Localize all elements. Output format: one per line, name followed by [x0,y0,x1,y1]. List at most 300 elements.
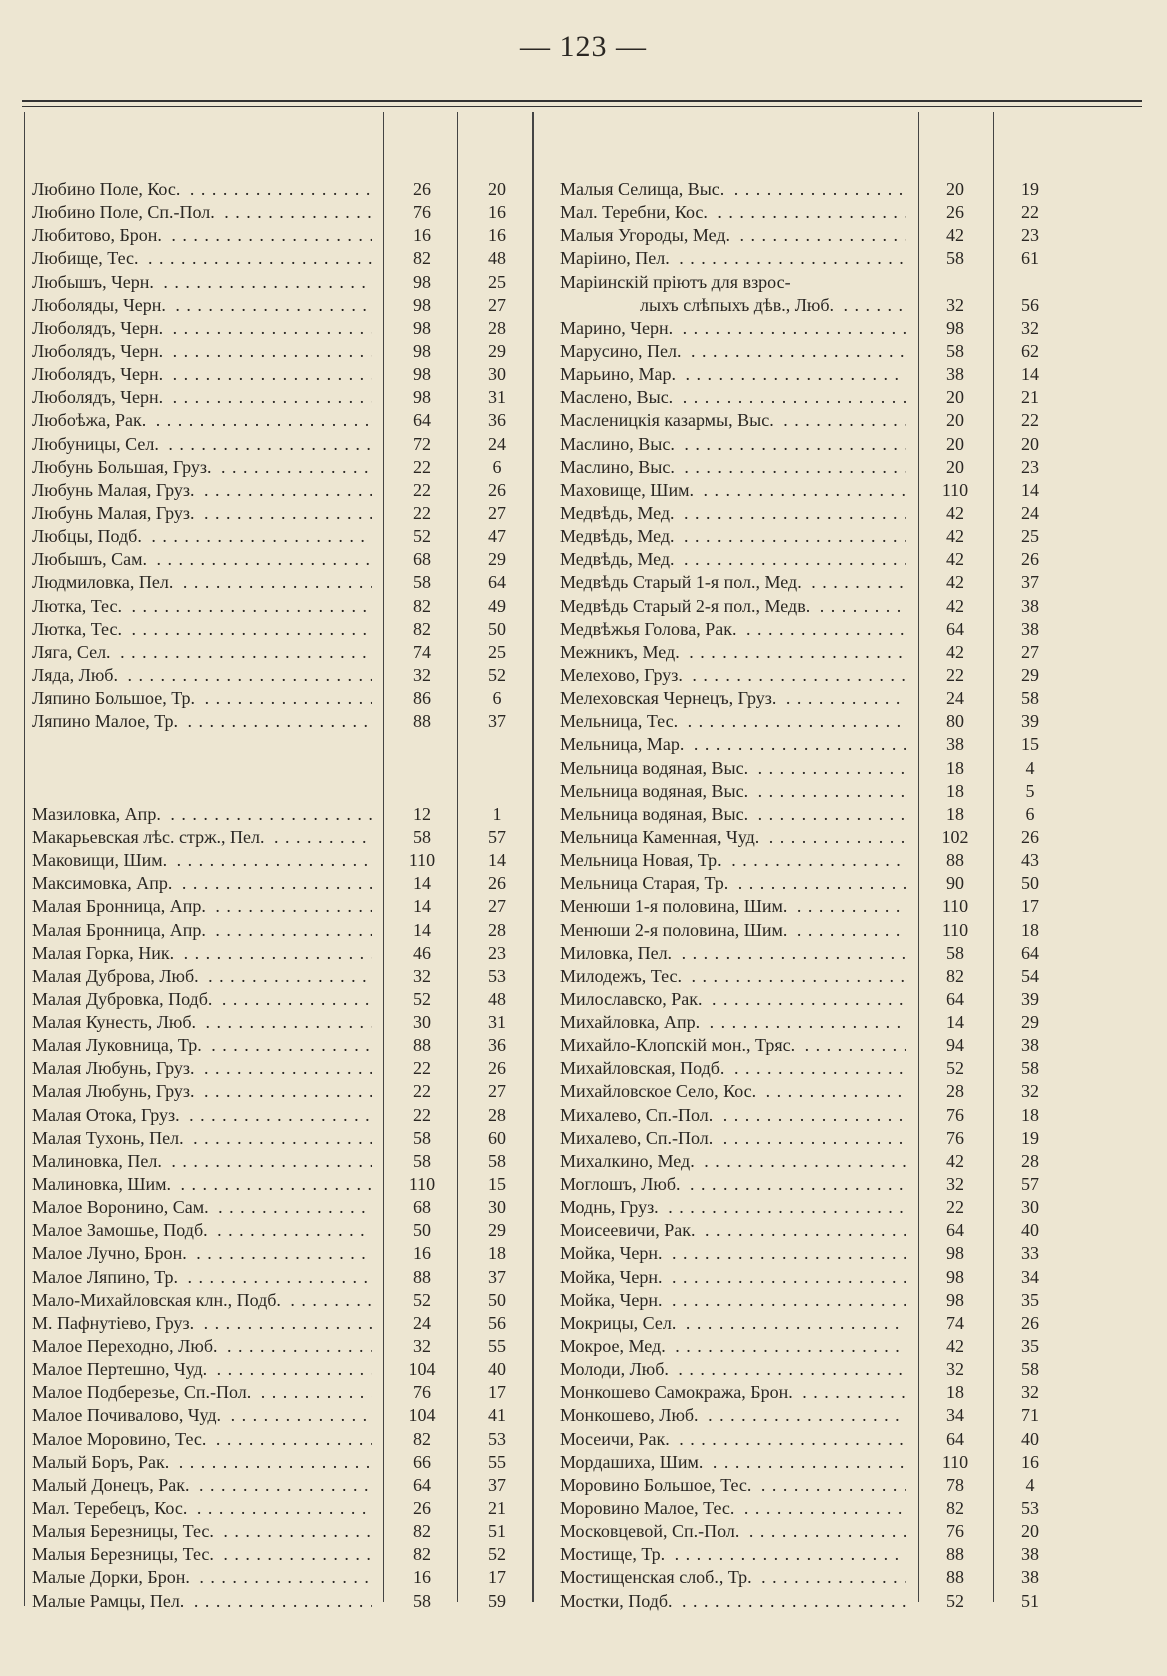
map-sheet-number: 20 [946,410,964,431]
place-name: Мельница Новая, Тр. . . . [560,849,906,872]
map-sheet-number: 68 [413,549,431,570]
grid-square-number: 37 [488,711,506,732]
map-sheet-number: 82 [413,595,431,616]
place-name: Монкошево, Люб. . . . [560,1404,906,1427]
place-name: Малая Горка, Ник. . . . [32,942,372,965]
map-sheet-number: 42 [946,595,964,616]
place-name: лыхъ слѣпыхъ дѣв., Люб. . . . [560,294,906,317]
grid-square-number: 58 [1021,1359,1039,1380]
map-sheet-number: 52 [413,526,431,547]
map-sheet-number: 42 [946,1336,964,1357]
grid-square-number: 28 [488,1104,506,1125]
grid-square-number: 26 [488,873,506,894]
grid-square-number: 71 [1021,1405,1039,1426]
map-sheet-number: 34 [946,1405,964,1426]
place-name: Марьино, Мар. . . . [560,363,906,386]
grid-square-number: 26 [488,1058,506,1079]
grid-square-number: 32 [1021,1382,1039,1403]
place-name: Моглошъ, Люб. . . . [560,1173,906,1196]
grid-square-number: 29 [488,549,506,570]
grid-square-number: 5 [1025,780,1035,801]
grid-square-number: 58 [1021,1058,1039,1079]
map-sheet-number: 58 [413,1590,431,1611]
map-sheet-number: 88 [413,1266,431,1287]
place-name [32,733,372,756]
map-sheet-number: 98 [413,317,431,338]
column-divider-left [24,112,25,1606]
map-sheet-number: 12 [413,803,431,824]
grid-square-number: 25 [488,271,506,292]
map-sheet-number: 72 [413,433,431,454]
map-sheet-number: 88 [946,1567,964,1588]
map-sheet-number: 42 [946,549,964,570]
map-sheet-number: 20 [946,433,964,454]
map-sheet-number: 88 [413,711,431,732]
grid-square-number: 52 [488,664,506,685]
map-sheet-number: 58 [946,340,964,361]
column-divider [993,112,994,1602]
place-name: Малый Донецъ, Рак. . . . [32,1474,372,1497]
place-name: Молоди, Люб. . . . [560,1358,906,1381]
map-sheet-number: 82 [946,1498,964,1519]
map-sheet-number: 22 [413,456,431,477]
map-sheet-number: 24 [413,1312,431,1333]
place-name: Моднь, Груз. . . . [560,1196,906,1219]
map-sheet-number: 82 [413,618,431,639]
place-name: Любцы, Подб. . . . [32,525,372,548]
map-sheet-number: 68 [413,1197,431,1218]
place-name: Михалево, Сп.-Пол. . . . [560,1104,906,1127]
map-sheet-number: 16 [413,1243,431,1264]
grid-square-number: 55 [488,1451,506,1472]
grid-square-number: 14 [488,850,506,871]
grid-square-number: 18 [1021,1104,1039,1125]
map-sheet-number: 22 [946,664,964,685]
place-name: Ляпино Малое, Тр. . . . [32,710,372,733]
column-divider [457,112,458,1602]
place-name: Малое Пертешно, Чуд. . . . [32,1358,372,1381]
place-name: Межникъ, Мед. . . . [560,641,906,664]
map-sheet-number: 50 [413,1220,431,1241]
map-sheet-number: 110 [941,479,969,500]
grid-square-number: 53 [488,1428,506,1449]
map-sheet-number: 110 [941,919,969,940]
grid-square-number: 28 [1021,1150,1039,1171]
map-sheet-number: 76 [413,202,431,223]
map-sheet-number: 28 [946,1081,964,1102]
grid-square-number: 18 [488,1243,506,1264]
place-name: Медвѣдь, Мед. . . . [560,525,906,548]
grid-square-number: 21 [488,1498,506,1519]
grid-square-number: 24 [1021,502,1039,523]
grid-square-number: 25 [488,641,506,662]
map-sheet-number: 66 [413,1451,431,1472]
map-sheet-number: 20 [946,456,964,477]
place-name [32,757,372,780]
place-name: Мокрое, Мед. . . . [560,1335,906,1358]
place-name: Любышъ, Сам. . . . [32,548,372,571]
map-sheet-number: 22 [946,1197,964,1218]
grid-square-number: 41 [488,1405,506,1426]
map-sheet-number: 64 [413,1474,431,1495]
grid-square-number: 27 [488,1081,506,1102]
grid-square-number: 33 [1021,1243,1039,1264]
grid-square-number: 27 [488,502,506,523]
place-name: Мостище, Тр. . . . [560,1543,906,1566]
place-name: Маріинскій пріютъ для взрос- [560,271,906,294]
map-sheet-number: 98 [946,1266,964,1287]
place-name: Моисеевичи, Рак. . . . [560,1219,906,1242]
map-sheet-number: 98 [946,1289,964,1310]
map-sheet-number: 76 [413,1382,431,1403]
grid-square-number: 34 [1021,1266,1039,1287]
grid-square-number: 60 [488,1127,506,1148]
map-sheet-number: 58 [413,1150,431,1171]
map-sheet-number: 82 [946,965,964,986]
map-sheet-number: 88 [413,1035,431,1056]
map-sheet-number: 42 [946,641,964,662]
grid-square-number: 37 [488,1266,506,1287]
place-name: Любунь Большая, Груз. . . . [32,456,372,479]
grid-square-number: 32 [1021,317,1039,338]
grid-square-number: 57 [1021,1174,1039,1195]
grid-square-number: 40 [1021,1220,1039,1241]
map-sheet-number: 22 [413,502,431,523]
map-sheet-number: 52 [946,1058,964,1079]
place-name: Моровино Большое, Тес. . . . [560,1474,906,1497]
place-name: Мельница водяная, Выс. . . . [560,780,906,803]
place-name: Малое Подберезье, Сп.-Пол. . . . [32,1381,372,1404]
map-sheet-number: 64 [413,410,431,431]
place-name: Мельница, Мар. . . . [560,733,906,756]
map-sheet-number: 52 [946,1590,964,1611]
place-name: Маслино, Выс. . . . [560,433,906,456]
place-name: Михайловская, Подб. . . . [560,1057,906,1080]
grid-square-number: 35 [1021,1336,1039,1357]
map-sheet-number: 58 [946,248,964,269]
grid-square-number: 28 [488,919,506,940]
place-name: Люболядъ, Черн. . . . [32,340,372,363]
map-sheet-number: 22 [413,1058,431,1079]
grid-square-number: 38 [1021,1567,1039,1588]
map-sheet-number: 94 [946,1035,964,1056]
place-name: Мойка, Черн. . . . [560,1266,906,1289]
grid-square-number: 53 [488,965,506,986]
map-sheet-number: 82 [413,1544,431,1565]
grid-square-number: 19 [1021,1127,1039,1148]
place-name: Максимовка, Апр. . . . [32,872,372,895]
map-sheet-number: 98 [413,294,431,315]
place-name: Любище, Тес. . . . [32,247,372,270]
place-name: Мельница, Тес. . . . [560,710,906,733]
map-sheet-number: 38 [946,734,964,755]
grid-square-number: 17 [1021,896,1039,917]
place-name: Любунь Малая, Груз. . . . [32,502,372,525]
grid-square-number: 22 [1021,202,1039,223]
grid-square-number: 38 [1021,618,1039,639]
grid-square-number: 48 [488,248,506,269]
map-sheet-number: 26 [413,1498,431,1519]
grid-square-number: 18 [1021,919,1039,940]
top-rule [22,100,1142,102]
map-sheet-number: 64 [946,988,964,1009]
place-name: Малое Ляпино, Тр. . . . [32,1266,372,1289]
place-name: Мордашиха, Шим. . . . [560,1451,906,1474]
place-name: Медвѣдь, Мед. . . . [560,548,906,571]
grid-square-number: 31 [488,387,506,408]
grid-square-number: 51 [1021,1590,1039,1611]
map-sheet-number: 14 [413,873,431,894]
place-name: Михалево, Сп.-Пол. . . . [560,1127,906,1150]
place-name: Михайловское Село, Кос. . . . [560,1080,906,1103]
map-sheet-number: 76 [946,1521,964,1542]
place-name: Менюши 1-я половина, Шим. . . . [560,895,906,918]
grid-square-number: 16 [488,225,506,246]
grid-square-number: 31 [488,1012,506,1033]
grid-square-number: 23 [1021,225,1039,246]
place-name: М. Пафнутіево, Груз. . . . [32,1312,372,1335]
map-sheet-number: 58 [946,942,964,963]
place-name: Малая Тухонь, Пел. . . . [32,1127,372,1150]
place-name [32,780,372,803]
map-sheet-number: 16 [413,1567,431,1588]
grid-square-number: 1 [492,803,502,824]
grid-square-number: 64 [1021,942,1039,963]
grid-square-number: 56 [1021,294,1039,315]
column-divider [383,112,384,1602]
map-sheet-number: 88 [946,1544,964,1565]
grid-square-number: 14 [1021,479,1039,500]
map-sheet-number: 46 [413,942,431,963]
map-sheet-number: 52 [413,1289,431,1310]
map-sheet-number: 24 [946,688,964,709]
place-name: Масленицкія казармы, Выс. . . . [560,409,906,432]
grid-square-number: 27 [488,294,506,315]
place-name: Мал. Теребни, Кос. . . . [560,201,906,224]
grid-square-number: 25 [1021,526,1039,547]
map-sheet-number: 32 [946,294,964,315]
grid-square-number: 37 [1021,572,1039,593]
map-sheet-number: 18 [946,757,964,778]
grid-square-number: 32 [1021,1081,1039,1102]
grid-square-number: 29 [488,340,506,361]
place-name: Малая Любунь, Груз. . . . [32,1057,372,1080]
grid-square-number: 26 [488,479,506,500]
grid-square-number: 35 [1021,1289,1039,1310]
map-sheet-number: 110 [941,1451,969,1472]
place-name: Мельница Каменная, Чуд. . . . [560,826,906,849]
grid-square-number: 61 [1021,248,1039,269]
column-divider-center [532,112,534,1602]
map-sheet-number: 26 [946,202,964,223]
grid-square-number: 47 [488,526,506,547]
grid-square-number: 50 [1021,873,1039,894]
grid-square-number: 43 [1021,850,1039,871]
grid-square-number: 20 [488,179,506,199]
place-name: Ляда, Люб. . . . [32,664,372,687]
place-name: Люболяды, Черн. . . . [32,294,372,317]
place-name: Маріино, Пел. . . . [560,247,906,270]
place-name: Любитово, Брон. . . . [32,224,372,247]
place-name: Малая Луковница, Тр. . . . [32,1034,372,1057]
map-sheet-number: 110 [408,1174,436,1195]
grid-square-number: 29 [1021,1012,1039,1033]
place-name: Малыя Селища, Выс. . . . [560,178,906,201]
grid-square-number: 58 [1021,688,1039,709]
grid-square-number: 4 [1025,1474,1035,1495]
map-sheet-number: 42 [946,572,964,593]
map-sheet-number: 64 [946,1428,964,1449]
place-name: Мельница водяная, Выс. . . . [560,757,906,780]
place-name: Малое Воронино, Сам. . . . [32,1196,372,1219]
grid-square-number: 50 [488,618,506,639]
place-name: Малыя Угороды, Мед. . . . [560,224,906,247]
place-name: Малая Бронница, Апр. . . . [32,919,372,942]
map-sheet-number: 42 [946,1150,964,1171]
place-name: Малые Рамцы, Пел. . . . [32,1590,372,1613]
grid-square-number: 28 [488,317,506,338]
map-sheet-number: 32 [413,664,431,685]
map-sheet-number: 98 [946,317,964,338]
map-sheet-number: 58 [413,572,431,593]
place-name: Малиновка, Шим. . . . [32,1173,372,1196]
grid-square-number: 51 [488,1521,506,1542]
place-name: Малая Дуброва, Люб. . . . [32,965,372,988]
grid-square-number: 29 [488,1220,506,1241]
map-sheet-number: 76 [946,1104,964,1125]
grid-square-number: 50 [488,1289,506,1310]
map-sheet-number: 88 [946,850,964,871]
grid-square-number: 20 [1021,1521,1039,1542]
place-name: Малое Переходно, Люб. . . . [32,1335,372,1358]
map-sheet-number: 42 [946,225,964,246]
grid-square-number: 57 [488,826,506,847]
place-name: Мельница Старая, Тр. . . . [560,872,906,895]
grid-square-number: 6 [492,688,502,709]
map-sheet-number: 58 [413,826,431,847]
place-name: Михайловка, Апр. . . . [560,1011,906,1034]
place-name: Миловка, Пел. . . . [560,942,906,965]
grid-square-number: 22 [1021,410,1039,431]
grid-square-number: 52 [488,1544,506,1565]
map-sheet-number: 98 [413,271,431,292]
grid-square-number: 40 [1021,1428,1039,1449]
map-sheet-number: 22 [413,1104,431,1125]
place-name: Малая Любунь, Груз. . . . [32,1080,372,1103]
grid-square-number: 26 [1021,549,1039,570]
map-sheet-number: 42 [946,502,964,523]
place-name: Люболядъ, Черн. . . . [32,386,372,409]
grid-square-number: 30 [488,364,506,385]
place-name: Малыя Березницы, Тес. . . . [32,1543,372,1566]
place-name: Малая Дубровка, Подб. . . . [32,988,372,1011]
grid-square-number: 36 [488,1035,506,1056]
place-name: Любышъ, Черн. . . . [32,271,372,294]
place-name: Люболядъ, Черн. . . . [32,317,372,340]
grid-square-number: 53 [1021,1498,1039,1519]
map-sheet-number: 52 [413,988,431,1009]
place-name: Мал. Теребецъ, Кос. . . . [32,1497,372,1520]
place-name: Мойка, Черн. . . . [560,1242,906,1265]
grid-square-number: 38 [1021,595,1039,616]
place-name: Любино Поле, Сп.-Пол. . . . [32,201,372,224]
map-sheet-number: 14 [946,1012,964,1033]
map-sheet-number: 32 [946,1359,964,1380]
map-sheet-number: 30 [413,1012,431,1033]
map-sheet-number: 74 [946,1312,964,1333]
grid-square-number: 38 [1021,1035,1039,1056]
grid-square-number: 27 [488,896,506,917]
map-sheet-number: 98 [413,364,431,385]
map-sheet-number: 76 [946,1127,964,1148]
map-sheet-number: 18 [946,780,964,801]
place-name: Маслено, Выс. . . . [560,386,906,409]
place-name: Любоѣжа, Рак. . . . [32,409,372,432]
grid-square-number: 16 [1021,1451,1039,1472]
place-name: Медвѣжья Голова, Рак. . . . [560,618,906,641]
place-name: Медвѣдь Старый 2-я пол., Медв. . . . [560,595,906,618]
grid-square-number: 6 [1025,803,1035,824]
place-name: Московцевой, Сп.-Пол. . . . [560,1520,906,1543]
place-name: Людмиловка, Пел. . . . [32,571,372,594]
place-name: Лютка, Тес. . . . [32,595,372,618]
place-name: Малое Моровино, Тес. . . . [32,1428,372,1451]
grid-square-number: 30 [1021,1197,1039,1218]
place-name: Монкошево Самокража, Брон. . . . [560,1381,906,1404]
grid-square-number: 62 [1021,340,1039,361]
place-name: Малая Бронница, Апр. . . . [32,895,372,918]
map-sheet-number: 64 [946,618,964,639]
grid-square-number: 40 [488,1359,506,1380]
grid-square-number: 21 [1021,387,1039,408]
grid-square-number: 39 [1021,988,1039,1009]
place-name: Мало-Михайловская клн., Подб. . . . [32,1289,372,1312]
map-sheet-number: 98 [946,1243,964,1264]
grid-square-number: 4 [1025,757,1035,778]
map-sheet-number: 98 [413,340,431,361]
grid-square-number: 38 [1021,1544,1039,1565]
place-name: Маковищи, Шим. . . . [32,849,372,872]
map-sheet-number: 18 [946,803,964,824]
place-name: Малая Отока, Груз. . . . [32,1104,372,1127]
place-name: Лютка, Тес. . . . [32,618,372,641]
place-name: Мазиловка, Апр. . . . [32,803,372,826]
grid-square-number: 26 [1021,826,1039,847]
grid-square-number: 17 [488,1382,506,1403]
grid-square-number: 27 [1021,641,1039,662]
place-name: Менюши 2-я половина, Шим. . . . [560,919,906,942]
map-sheet-number: 32 [946,1174,964,1195]
map-sheet-number: 80 [946,711,964,732]
map-sheet-number: 78 [946,1474,964,1495]
map-sheet-number: 102 [941,826,969,847]
place-name: Любино Поле, Кос. . . . [32,178,372,201]
grid-square-number: 24 [488,433,506,454]
grid-square-number: 55 [488,1336,506,1357]
grid-square-number: 23 [488,942,506,963]
place-name: Мелехово, Груз. . . . [560,664,906,687]
grid-square-number: 16 [488,202,506,223]
place-name: Ляпино Большое, Тр. . . . [32,687,372,710]
grid-square-number: 26 [1021,1312,1039,1333]
place-name: Мостищенская слоб., Тр. . . . [560,1566,906,1589]
map-sheet-number: 20 [946,387,964,408]
map-sheet-number: 82 [413,1428,431,1449]
map-sheet-number: 14 [413,919,431,940]
place-name: Малая Кунесть, Люб. . . . [32,1011,372,1034]
place-name: Малыя Березницы, Тес. . . . [32,1520,372,1543]
place-name: Мостки, Подб. . . . [560,1590,906,1613]
